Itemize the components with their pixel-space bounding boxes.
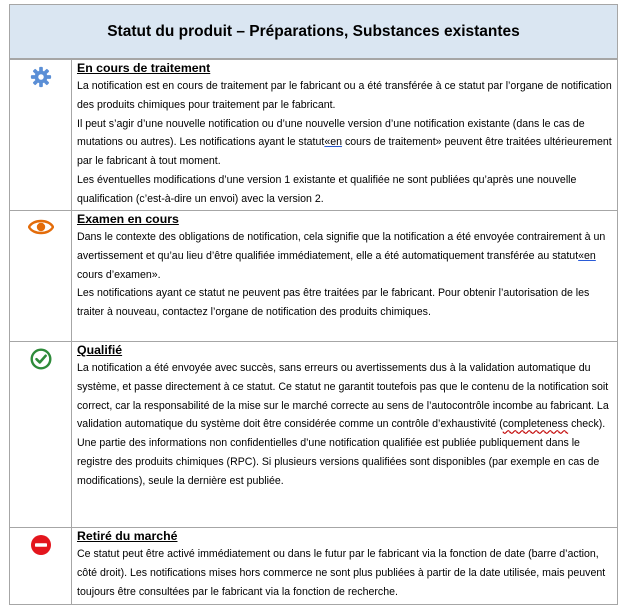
paragraph: Dans le contexte des obligations de notification, cela signifie que la notification a été envoyée contrairement à un avertissement et qu’au lieu d’être qualifiée immédiatement, elle a été automatiquement transférée au statut«en cours d’examen». <box>77 231 606 281</box>
paragraph: La notification est en cours de traitement par le fabricant ou a été transférée à ce statut par l’organe de notification des produits chimiques pour traitement par le fabricant. <box>77 80 612 111</box>
status-description <box>72 211 617 341</box>
status-title: Retiré du marché <box>77 529 178 543</box>
status-description <box>72 528 617 604</box>
check-circle-icon <box>30 348 52 370</box>
status-description <box>72 60 617 210</box>
status-row-review <box>10 210 617 341</box>
status-row-withdrawn <box>10 527 617 604</box>
no-entry-icon <box>30 534 52 556</box>
paragraph: Il peut s’agir d’une nouvelle notification ou d’une nouvelle version d’une notification existante (dans le cas de mutations ou autres). Les notifications ayant le statut«en cours de traitement» peuvent être traitées ultérieurement par le fabricant à tout moment. <box>77 117 612 168</box>
paragraph: Les notifications ayant ce statut ne peuvent pas être traitées par le fabricant. Pour obtenir l’autorisation de les traiter à nouveau, contactez l’organe de notification des produits chimiques. <box>77 287 590 319</box>
status-row-processing <box>10 59 617 210</box>
status-row-qualified <box>10 341 617 527</box>
icon-cell <box>10 528 72 604</box>
icon-cell <box>10 342 72 527</box>
status-description <box>72 342 617 527</box>
paragraph: Une partie des informations non confidentielles d’une notification qualifiée est publiée publiquement dans le registre des produits chimiques (RPC). Si plusieurs versions qualifiées sont disponibles (par exemple en cas de modifications), seule la dernière est publiée. <box>77 437 600 487</box>
status-title: Qualifié <box>77 343 123 357</box>
status-table <box>9 4 618 605</box>
icon-cell <box>10 60 72 210</box>
paragraph: La notification a été envoyée avec succès, sans erreurs ou avertissements dus à la validation automatique du système, et passe directement à ce statut. Ce statut ne garantit toutefois pas que le contenu de la notification soit correct, car la responsabilité de la mise sur le marché correcte au sens de l’autocontrôle incombe au fabricant. La validation automatique du système doit être considérée comme un contrôle d’exhaustivité (completeness check). <box>77 362 609 431</box>
paragraph: Ce statut peut être activé immédiatement ou dans le futur par le fabricant via la fonction de date (barre d’action, côté droit). Les notifications mises hors commerce ne sont plus publiées à partir de la date utilisée, mais peuvent toujours être consultées par le fabricant via la fonction de recherche. <box>77 548 606 598</box>
gear-icon <box>30 66 52 88</box>
paragraph: Les éventuelles modifications d’une version 1 existante et qualifiée ne sont publiées qu’après une nouvelle qualification (c’est-à-dire un envoi) avec la version 2. <box>77 173 577 205</box>
table-title: Statut du produit – Préparations, Substances existantes <box>107 22 520 40</box>
status-title: Examen en cours <box>77 212 179 226</box>
eye-icon <box>28 217 54 237</box>
status-title: En cours de traitement <box>77 61 211 75</box>
table-header <box>10 5 617 59</box>
icon-cell <box>10 211 72 341</box>
